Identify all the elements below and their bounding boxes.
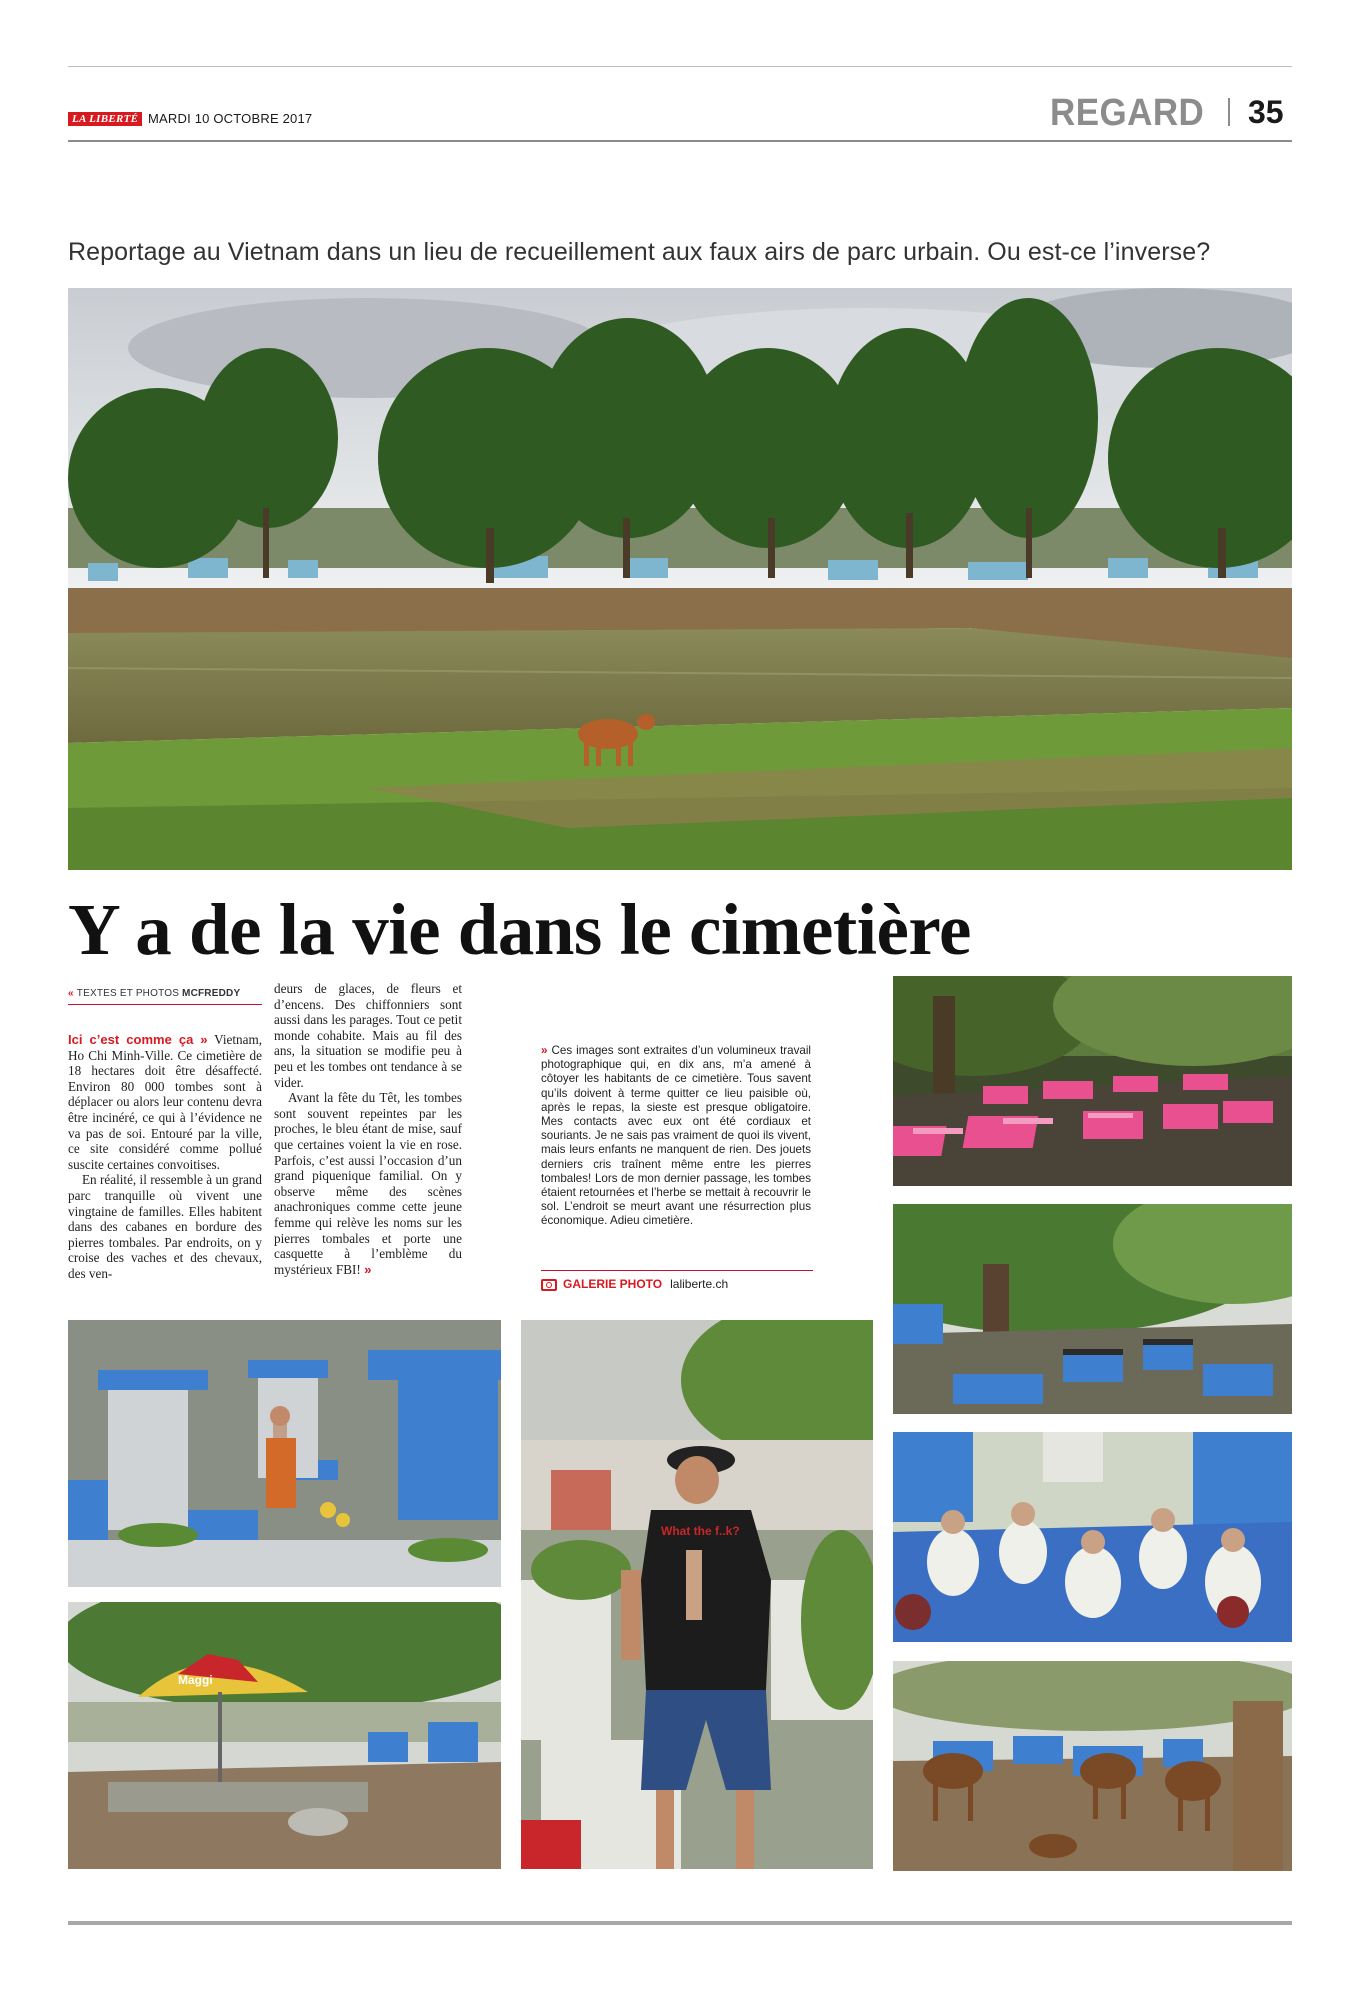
cattle-scene — [893, 1661, 1292, 1871]
photo-family-picnic — [893, 1432, 1292, 1642]
gallery-rule — [541, 1270, 813, 1271]
lead-in: Ici c’est comme ça — [68, 1032, 194, 1047]
article-subtitle: Reportage au Vietnam dans un lieu de recueillement aux faux airs de parc urbain. Ou est-ce l’inverse? — [68, 238, 1211, 266]
header-rule — [68, 140, 1292, 142]
gallery-url[interactable]: laliberte.ch — [670, 1277, 729, 1291]
end-chevron: » — [364, 1261, 372, 1277]
issue-date: MARDI 10 OCTOBRE 2017 — [148, 111, 313, 126]
umbrella-brand: Maggi — [178, 1673, 213, 1687]
photo-blue-tombs-tree — [893, 1204, 1292, 1414]
article-headline: Y a de la vie dans le cimetière — [68, 889, 971, 970]
pink-tombs-scene — [893, 976, 1292, 1186]
byline-prefix: TEXTES ET PHOTOS — [76, 988, 180, 999]
byline-author: MCFREDDY — [182, 988, 241, 999]
photo-maggi-umbrella — [68, 1602, 501, 1869]
photo-cattle-tombs — [893, 1661, 1292, 1871]
newspaper-logo: LA LIBERTÉ — [68, 112, 142, 126]
woman-tombs-scene — [68, 1320, 501, 1587]
article-column-2 — [274, 981, 462, 1277]
byline — [68, 988, 240, 999]
paragraph-3: Avant la fête du Têt, les tombes sont souvent repeintes par les proches, le bleu étant de mise, sauf que certaines voient la vie en rose. Parfois, c’est aussi l’occasion d’un grand piquenique familial. On y observe même des scènes anachroniques comme cette jeune femme qui relève les noms sur les pierres tombales et porte une casquette à l’emblème du mystérieux FBI! — [274, 1090, 462, 1277]
section-separator — [1228, 98, 1230, 126]
boy-scene — [521, 1320, 873, 1869]
top-rule — [68, 66, 1292, 67]
photo-pink-tombs — [893, 976, 1292, 1186]
page-number: 35 — [1248, 94, 1284, 130]
photo-boy-tshirt — [521, 1320, 873, 1869]
camera-icon — [541, 1279, 557, 1291]
umbrella-scene — [68, 1602, 501, 1869]
gallery-link[interactable] — [541, 1277, 728, 1291]
section-title: REGARD — [1050, 92, 1205, 134]
lead-chevron: » — [200, 1032, 208, 1047]
photographer-note — [541, 1044, 811, 1229]
gallery-label: GALERIE PHOTO — [563, 1277, 663, 1291]
byline-rule — [68, 1004, 262, 1005]
byline-chevron: « — [68, 988, 74, 999]
paragraph-1: Vietnam, Ho Chi Minh-Ville. Ce cimetière de 18 hectares doit être désaffecté. Environ 80 000 tombes sont à déplacer ou alors leur contenu devra être incinéré, ce qui à l’évidence ne va pas de soi. Entouré par la ville, ce site considéré comme pollué suscite certaines convoitises. — [68, 1032, 262, 1172]
paragraph-2: En réalité, il ressemble à un grand parc tranquille où vivent une vingtaine de familles. Elles habitent dans des cabanes en bordure des pierres tombales. Par endroits, on y croise des vaches et des chevaux, des ven- — [68, 1172, 262, 1281]
note-text: Ces images sont extraites d’un volumineux travail photographique qui, en dix ans, m’a amené à côtoyer les habitants de ce cimetière. Tous savent qu’ils doivent à terme quitter ce lieu paisible où, après le repas, la sieste est presque obligatoire. Mes contacts avec eux ont été cordiaux et souriants. Je ne sais pas vraiment de quoi ils vivent, mais leurs enfants ne manquent de rien. Des jouets derniers cris traînent même entre les pierres tombales! Lors de mon dernier passage, les tombes étaient retournées et l’herbe se mettait à recouvrir le sol. L’endroit se meurt avant une résurrection plus économique. Adieu cimetière. — [541, 1044, 811, 1228]
main-photo-pond — [68, 288, 1292, 870]
pond-scene — [68, 288, 1292, 870]
paragraph-2-continued: deurs de glaces, de fleurs et d’encens. Des chiffonniers sont aussi dans les parages. Tout ce petit monde cohabite. Mais au fil des ans, la situation se modifie peu à peu et les tombes ont tendance à se vider. — [274, 981, 462, 1090]
blue-tombs-scene — [893, 1204, 1292, 1414]
tshirt-slogan: What the f..k? — [661, 1524, 740, 1538]
article-column-1 — [68, 1032, 262, 1282]
picnic-scene — [893, 1432, 1292, 1642]
note-chevron: » — [541, 1044, 548, 1057]
photo-woman-fbi-cap — [68, 1320, 501, 1587]
bottom-rule — [68, 1921, 1292, 1925]
